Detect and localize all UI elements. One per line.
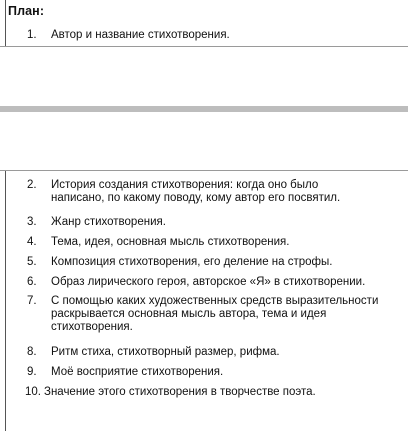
plan-item-number: 8.: [27, 346, 37, 358]
plan-item-number: 1.: [27, 29, 37, 41]
plan-item-text: Значение этого стихотворения в творчестве поэта.: [44, 386, 316, 398]
plan-item-text: Жанр стихотворения.: [51, 216, 166, 228]
plan-item-number: 5.: [27, 256, 37, 268]
plan-item-text: С помощью каких художественных средств выразительности раскрывается основная мысль автора, тема и идея стихотворения.: [51, 295, 379, 333]
plan-table-bottom: [0, 170, 408, 431]
plan-item-text: Моё восприятие стихотворения.: [51, 366, 224, 378]
plan-item-number: 2.: [27, 179, 37, 191]
plan-table-top: [0, 0, 408, 47]
plan-item-text: Ритм стиха, стихотворный размер, рифма.: [51, 346, 280, 358]
plan-item-text: Автор и название стихотворения.: [51, 29, 230, 41]
plan-item-number: 7.: [27, 295, 37, 307]
plan-item-number: 4.: [27, 236, 37, 248]
table-left-border: [5, 171, 6, 431]
plan-item-number: 9.: [27, 366, 37, 378]
plan-title: План:: [8, 4, 45, 18]
plan-item-number: 3.: [27, 216, 37, 228]
plan-item-number: 10.: [25, 386, 41, 398]
plan-item-text: Тема, идея, основная мысль стихотворения.: [51, 236, 290, 248]
page-separator: [0, 106, 408, 112]
plan-item-number: 6.: [27, 276, 37, 288]
plan-item-text: Композиция стихотворения, его деление на строфы.: [51, 256, 333, 268]
plan-item-text: История создания стихотворения: когда оно было написано, по какому поводу, кому автор его посвятил.: [51, 179, 341, 204]
table-left-border: [5, 0, 6, 46]
plan-item-text: Образ лирического героя, авторское «Я» в стихотворении.: [51, 276, 366, 288]
